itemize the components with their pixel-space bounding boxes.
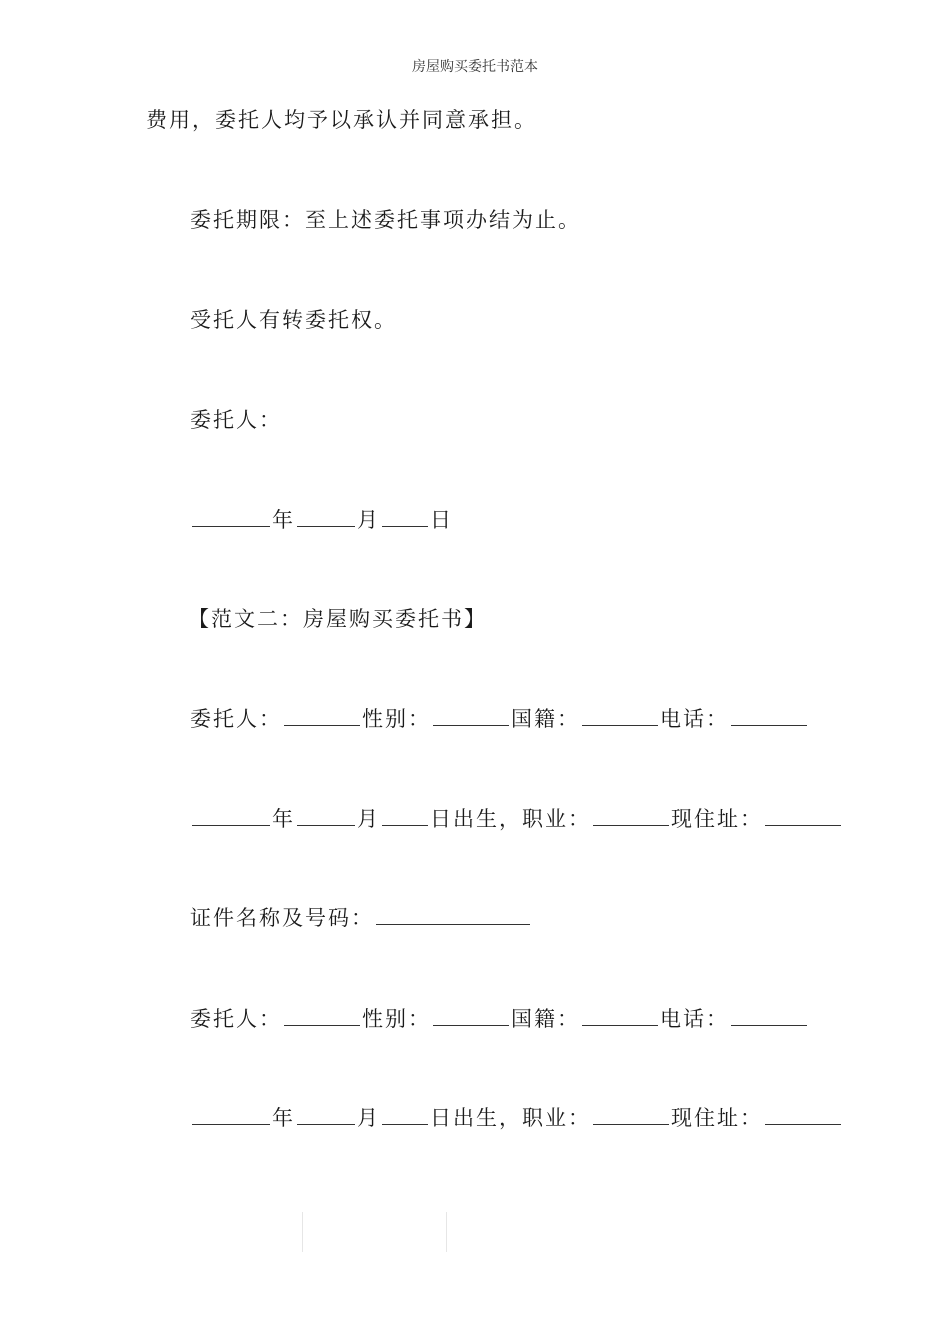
- paragraph-subdelegation: 受托人有转委托权。: [190, 308, 397, 332]
- address-blank[interactable]: [765, 1106, 841, 1125]
- id-label: 证件名称及号码：: [190, 906, 374, 930]
- principal-signature-label: 委托人：: [190, 408, 282, 432]
- principal-label: 委托人：: [190, 1007, 282, 1031]
- month-label: 月: [357, 508, 380, 532]
- birth-year-blank[interactable]: [192, 807, 270, 826]
- form1-principal-line: [190, 705, 809, 733]
- form2-principal-line: [190, 1005, 809, 1033]
- footer-divider-right: [446, 1212, 447, 1252]
- year-blank[interactable]: [192, 508, 270, 527]
- date-line: [190, 506, 453, 534]
- gender-label: 性别：: [362, 1007, 431, 1031]
- footer-divider-left: [302, 1212, 303, 1252]
- birth-day-occupation-label: 日出生，职业：: [430, 1106, 591, 1130]
- form1-birth-line: [190, 805, 843, 833]
- nationality-blank[interactable]: [582, 1007, 658, 1026]
- nationality-label: 国籍：: [511, 1007, 580, 1031]
- year-label: 年: [272, 508, 295, 532]
- paragraph-term: 委托期限：至上述委托事项办结为止。: [190, 208, 581, 232]
- gender-blank[interactable]: [433, 1007, 509, 1026]
- birth-day-blank[interactable]: [382, 1106, 428, 1125]
- birth-year-label: 年: [272, 1106, 295, 1130]
- occupation-blank[interactable]: [593, 1106, 669, 1125]
- paragraph-cost-consent: 费用，委托人均予以承认并同意承担。: [146, 108, 537, 132]
- day-label: 日: [430, 508, 453, 532]
- principal-label: 委托人：: [190, 707, 282, 731]
- gender-blank[interactable]: [433, 707, 509, 726]
- occupation-blank[interactable]: [593, 807, 669, 826]
- page-header-title: 房屋购买委托书范本: [412, 59, 538, 75]
- address-blank[interactable]: [765, 807, 841, 826]
- month-blank[interactable]: [297, 508, 355, 527]
- principal-blank[interactable]: [284, 1007, 360, 1026]
- gender-label: 性别：: [362, 707, 431, 731]
- nationality-blank[interactable]: [582, 707, 658, 726]
- phone-blank[interactable]: [731, 1007, 807, 1026]
- day-blank[interactable]: [382, 508, 428, 527]
- birth-month-label: 月: [357, 1106, 380, 1130]
- phone-blank[interactable]: [731, 707, 807, 726]
- form1-id-line: [190, 904, 532, 932]
- id-blank[interactable]: [376, 906, 530, 925]
- birth-year-blank[interactable]: [192, 1106, 270, 1125]
- birth-month-blank[interactable]: [297, 807, 355, 826]
- address-label: 现住址：: [671, 807, 763, 831]
- section-title: 【范文二：房屋购买委托书】: [188, 607, 487, 631]
- birth-day-occupation-label: 日出生，职业：: [430, 807, 591, 831]
- address-label: 现住址：: [671, 1106, 763, 1130]
- birth-month-label: 月: [357, 807, 380, 831]
- birth-year-label: 年: [272, 807, 295, 831]
- nationality-label: 国籍：: [511, 707, 580, 731]
- phone-label: 电话：: [660, 707, 729, 731]
- principal-blank[interactable]: [284, 707, 360, 726]
- birth-month-blank[interactable]: [297, 1106, 355, 1125]
- phone-label: 电话：: [660, 1007, 729, 1031]
- birth-day-blank[interactable]: [382, 807, 428, 826]
- form2-birth-line: [190, 1104, 843, 1132]
